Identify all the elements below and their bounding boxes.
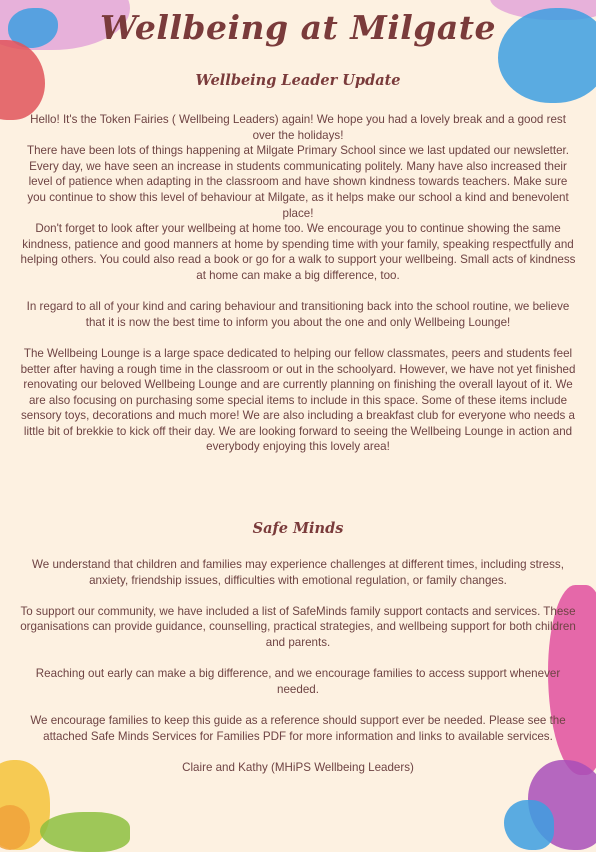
section-heading-wellbeing-leader-update: Wellbeing Leader Update <box>195 72 401 89</box>
section-wellbeing-leader-update-body <box>20 112 576 455</box>
paragraph: Hello! It's the Token Fairies ( Wellbeing Leaders) again! We hope you had a lovely break and a good rest over the holidays! <box>30 113 566 142</box>
decor-blob-blue-bottom-right <box>504 800 554 850</box>
paragraph: To support our community, we have included a list of SafeMinds family support contacts and services. These organisations can provide guidance, counselling, practical strategies, and wellbeing support for both children and parents. <box>20 604 576 649</box>
paragraph: There have been lots of things happening at Milgate Primary School since we last updated our newsletter. Every day, we have seen an increase in students communicating politely. Many have also increased their level of patience when adapting in the classroom and have shown kindness towards teachers. Make sure you continue to show this level of behaviour at Milgate, as it helps make our school a kind and benevolent place! <box>26 144 569 220</box>
page-title: Wellbeing at Milgate <box>99 8 496 47</box>
signature: Claire and Kathy (MHiPS Wellbeing Leaders) <box>182 760 414 774</box>
section-heading-safe-minds: Safe Minds <box>252 520 344 537</box>
paragraph: We encourage families to keep this guide as a reference should support ever be needed. Please see the attached Safe Minds Services for Families PDF for more information and links to available services. <box>30 713 566 743</box>
paragraph: Don't forget to look after your wellbeing at home too. We encourage you to continue showing the same kindness, patience and good manners at home by spending time with your family, speaking respectfully and helping others. You could also read a book or go for a walk to support your wellbeing. Small acts of kindness at home can make a big difference, too. <box>20 222 576 282</box>
paragraph: We understand that children and families may experience challenges at different times, including stress, anxiety, friendship issues, difficulties with emotional regulation, or family changes. <box>32 558 564 587</box>
paragraph: The Wellbeing Lounge is a large space dedicated to helping our fellow classmates, peers and students feel better after having a rough time in the classroom or out in the schoolyard. However, we have not yet finished renovating our beloved Wellbeing Lounge and are currently planning on finishing the overall layout of it. We are also focusing on purchasing some special items to include in this space. Some of these items include sensory toys, decorations and much more! We are also including a breakfast club for everyone who needs a little bit of brekkie to kick off their day. We are looking forward to seeing the Wellbeing Lounge in action and everybody enjoying this lovely area! <box>20 346 576 454</box>
decor-blob-green-bottom-left <box>40 812 130 852</box>
paragraph: Reaching out early can make a big difference, and we encourage families to access support whenever needed. <box>35 667 561 696</box>
paragraph: In regard to all of your kind and caring behaviour and transitioning back into the school routine, we believe that it is now the best time to inform you about the one and only Wellbeing Lounge! <box>26 300 570 329</box>
section-safe-minds-body <box>20 557 576 775</box>
